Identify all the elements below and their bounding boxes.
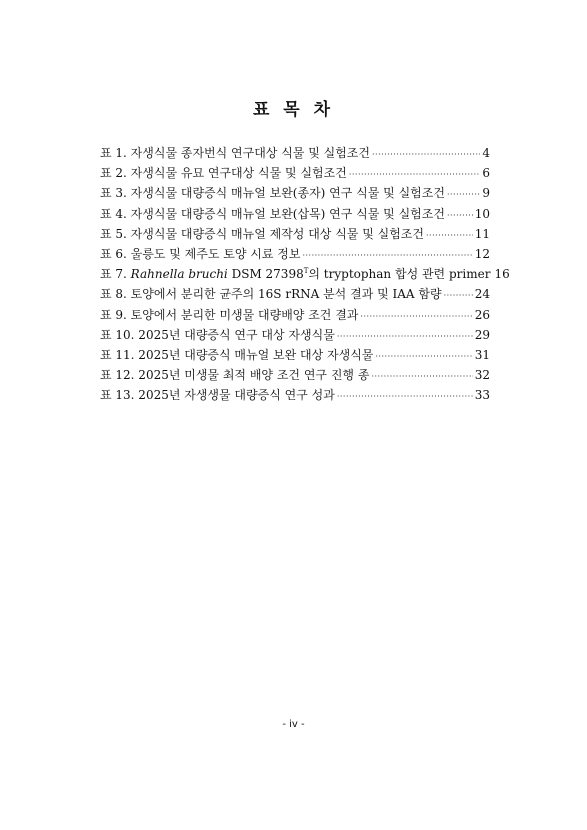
toc-entry-page: 26 <box>474 307 490 322</box>
toc-entry-page: 4 <box>482 146 490 160</box>
toc-entry-label: 표 9. 토양에서 분리한 미생물 대량배양 조건 결과 <box>100 307 359 322</box>
toc-entry-page: 9 <box>482 186 490 201</box>
toc-entry-prefix: 표 7. <box>100 267 131 282</box>
toc-entry[interactable] <box>100 205 490 225</box>
toc-entry[interactable] <box>100 225 490 245</box>
dot-leader <box>371 372 472 381</box>
dot-leader <box>337 332 473 341</box>
toc-entry-page: 32 <box>474 368 490 383</box>
toc-entry[interactable] <box>100 184 490 204</box>
toc-entry-page: 12 <box>474 246 490 261</box>
toc-entry[interactable] <box>100 326 490 346</box>
toc-entry[interactable] <box>100 386 490 406</box>
dot-leader <box>349 170 481 179</box>
toc-entry-page: 10 <box>474 206 490 221</box>
dot-leader <box>302 251 472 260</box>
toc-entry-page: 24 <box>474 287 490 302</box>
toc-entry-label <box>100 265 490 282</box>
toc-entry-page: 6 <box>482 166 490 181</box>
toc-entry-label: 표 6. 울릉도 및 제주도 토양 시료 정보 <box>100 246 301 261</box>
toc-entry-label: 표 2. 자생식물 유묘 연구대상 식물 및 실험조건 <box>100 166 347 181</box>
strain-id: DSM 27398 <box>227 267 304 282</box>
toc-entry-page: 33 <box>474 388 490 403</box>
dot-leader <box>447 211 473 220</box>
toc-entry-label: 표 1. 자생식물 종자번식 연구대상 식물 및 실험조건 <box>100 146 370 160</box>
toc-entry-label: 표 8. 토양에서 분리한 균주의 16S rRNA 분석 결과 및 IAA 함량 <box>100 287 442 302</box>
toc-entry[interactable] <box>100 306 490 326</box>
dot-leader <box>337 392 473 401</box>
toc-entry-page: 11 <box>474 226 490 241</box>
page-title: 표 목 차 <box>252 100 335 120</box>
toc-entry[interactable] <box>100 144 490 164</box>
toc-entry-label: 표 5. 자생식물 대량증식 매뉴얼 제작성 대상 식물 및 실험조건 <box>100 226 424 241</box>
toc-entry-suffix: 의 tryptophan 합성 관련 primer <box>308 267 491 282</box>
dot-leader <box>360 312 472 321</box>
toc-entry[interactable] <box>100 265 510 285</box>
dot-leader <box>372 150 480 159</box>
toc-entry-page: 31 <box>474 347 490 362</box>
toc-entry-label: 표 12. 2025년 미생물 최적 배양 조건 연구 진행 종 <box>100 368 370 383</box>
dot-leader <box>447 190 480 199</box>
toc-entry[interactable] <box>100 164 490 184</box>
toc-entry[interactable] <box>100 245 490 265</box>
page-number-footer: - iv - <box>282 719 305 730</box>
toc-entry-label: 표 13. 2025년 자생생물 대량증식 연구 성과 <box>100 388 335 403</box>
toc-entry[interactable] <box>100 285 490 305</box>
dot-leader <box>444 291 473 300</box>
dot-leader <box>375 352 472 361</box>
toc-entry[interactable] <box>100 346 490 366</box>
type-strain-mark: T <box>303 267 309 276</box>
toc-entry-label: 표 4. 자생식물 대량증식 매뉴얼 보완(삽목) 연구 식물 및 실험조건 <box>100 206 445 221</box>
toc-entry-label: 표 3. 자생식물 대량증식 매뉴얼 보완(종자) 연구 식물 및 실험조건 <box>100 186 445 201</box>
toc-entry-label: 표 11. 2025년 대량증식 매뉴얼 보완 대상 자생식물 <box>100 347 374 362</box>
species-name: Rahnella bruchi <box>130 267 228 282</box>
table-of-contents <box>100 144 510 406</box>
toc-entry-page: 16 <box>494 267 510 282</box>
toc-entry-label: 표 10. 2025년 대량증식 연구 대상 자생식물 <box>100 327 335 342</box>
toc-entry-page: 29 <box>474 327 490 342</box>
toc-entry[interactable] <box>100 366 490 386</box>
dot-leader <box>426 231 473 240</box>
